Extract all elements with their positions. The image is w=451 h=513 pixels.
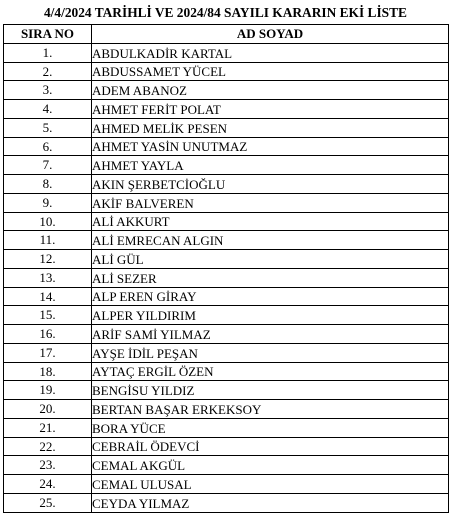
row-number: 19. [4, 381, 92, 400]
row-number: 4. [4, 100, 92, 119]
row-name: ALİ EMRECAN ALGIN [92, 231, 449, 250]
table-header-row [4, 25, 449, 44]
row-number: 18. [4, 362, 92, 381]
row-name: AKİF BALVEREN [92, 193, 449, 212]
row-number: 24. [4, 475, 92, 494]
row-name: CEMAL AKGÜL [92, 456, 449, 475]
row-name: ALPER YILDIRIM [92, 306, 449, 325]
row-number: 5. [4, 118, 92, 137]
row-name: BERTAN BAŞAR ERKEKSOY [92, 400, 449, 419]
row-name: ABDULKADİR KARTAL [92, 43, 449, 62]
row-number: 14. [4, 287, 92, 306]
table-row [4, 268, 449, 287]
row-name: AYŞE İDİL PEŞAN [92, 343, 449, 362]
row-name: CEYDA YILMAZ [92, 493, 449, 512]
table-row [4, 231, 449, 250]
row-name: AHMET FERİT POLAT [92, 100, 449, 119]
row-number: 20. [4, 400, 92, 419]
table-row [4, 175, 449, 194]
table-row [4, 362, 449, 381]
row-number: 15. [4, 306, 92, 325]
row-name: BENGİSU YILDIZ [92, 381, 449, 400]
table-row [4, 306, 449, 325]
row-number: 21. [4, 418, 92, 437]
row-name: AHMET YASİN UNUTMAZ [92, 137, 449, 156]
table-row [4, 475, 449, 494]
row-number: 16. [4, 325, 92, 344]
table-row [4, 381, 449, 400]
row-name: ARİF SAMİ YILMAZ [92, 325, 449, 344]
table-row [4, 250, 449, 269]
header-ad-soyad: AD SOYAD [92, 25, 449, 44]
row-number: 7. [4, 156, 92, 175]
table-row [4, 400, 449, 419]
row-number: 25. [4, 493, 92, 512]
row-name: ALİ AKKURT [92, 212, 449, 231]
table-row [4, 137, 449, 156]
row-number: 12. [4, 250, 92, 269]
table-row [4, 62, 449, 81]
table-row [4, 343, 449, 362]
row-name: ALP EREN GİRAY [92, 287, 449, 306]
table-row [4, 156, 449, 175]
table-row [4, 493, 449, 512]
row-number: 22. [4, 437, 92, 456]
table-row [4, 43, 449, 62]
table-row [4, 325, 449, 344]
row-number: 1. [4, 43, 92, 62]
table-row [4, 437, 449, 456]
row-name: AHMET YAYLA [92, 156, 449, 175]
table-row [4, 287, 449, 306]
row-name: CEMAL ULUSAL [92, 475, 449, 494]
row-name: AKIN ŞERBETCİOĞLU [92, 175, 449, 194]
row-number: 9. [4, 193, 92, 212]
row-number: 11. [4, 231, 92, 250]
name-list-table [3, 24, 449, 513]
row-number: 3. [4, 81, 92, 100]
row-number: 2. [4, 62, 92, 81]
table-row [4, 118, 449, 137]
row-name: AYTAÇ ERGİL ÖZEN [92, 362, 449, 381]
row-name: ADEM ABANOZ [92, 81, 449, 100]
table-row [4, 100, 449, 119]
row-name: ALİ GÜL [92, 250, 449, 269]
row-number: 23. [4, 456, 92, 475]
row-number: 13. [4, 268, 92, 287]
row-number: 8. [4, 175, 92, 194]
header-sira-no: SIRA NO [4, 25, 92, 44]
document-title: 4/4/2024 TARİHLİ VE 2024/84 SAYILI KARARIN EKİ LİSTE [43, 5, 407, 20]
row-name: CEBRAİL ÖDEVCİ [92, 437, 449, 456]
row-name: ALİ SEZER [92, 268, 449, 287]
table-row [4, 193, 449, 212]
row-name: AHMED MELİK PESEN [92, 118, 449, 137]
table-row [4, 212, 449, 231]
table-row [4, 418, 449, 437]
row-name: ABDUSSAMET YÜCEL [92, 62, 449, 81]
row-name: BORA YÜCE [92, 418, 449, 437]
row-number: 17. [4, 343, 92, 362]
table-row [4, 456, 449, 475]
table-row [4, 81, 449, 100]
row-number: 6. [4, 137, 92, 156]
row-number: 10. [4, 212, 92, 231]
